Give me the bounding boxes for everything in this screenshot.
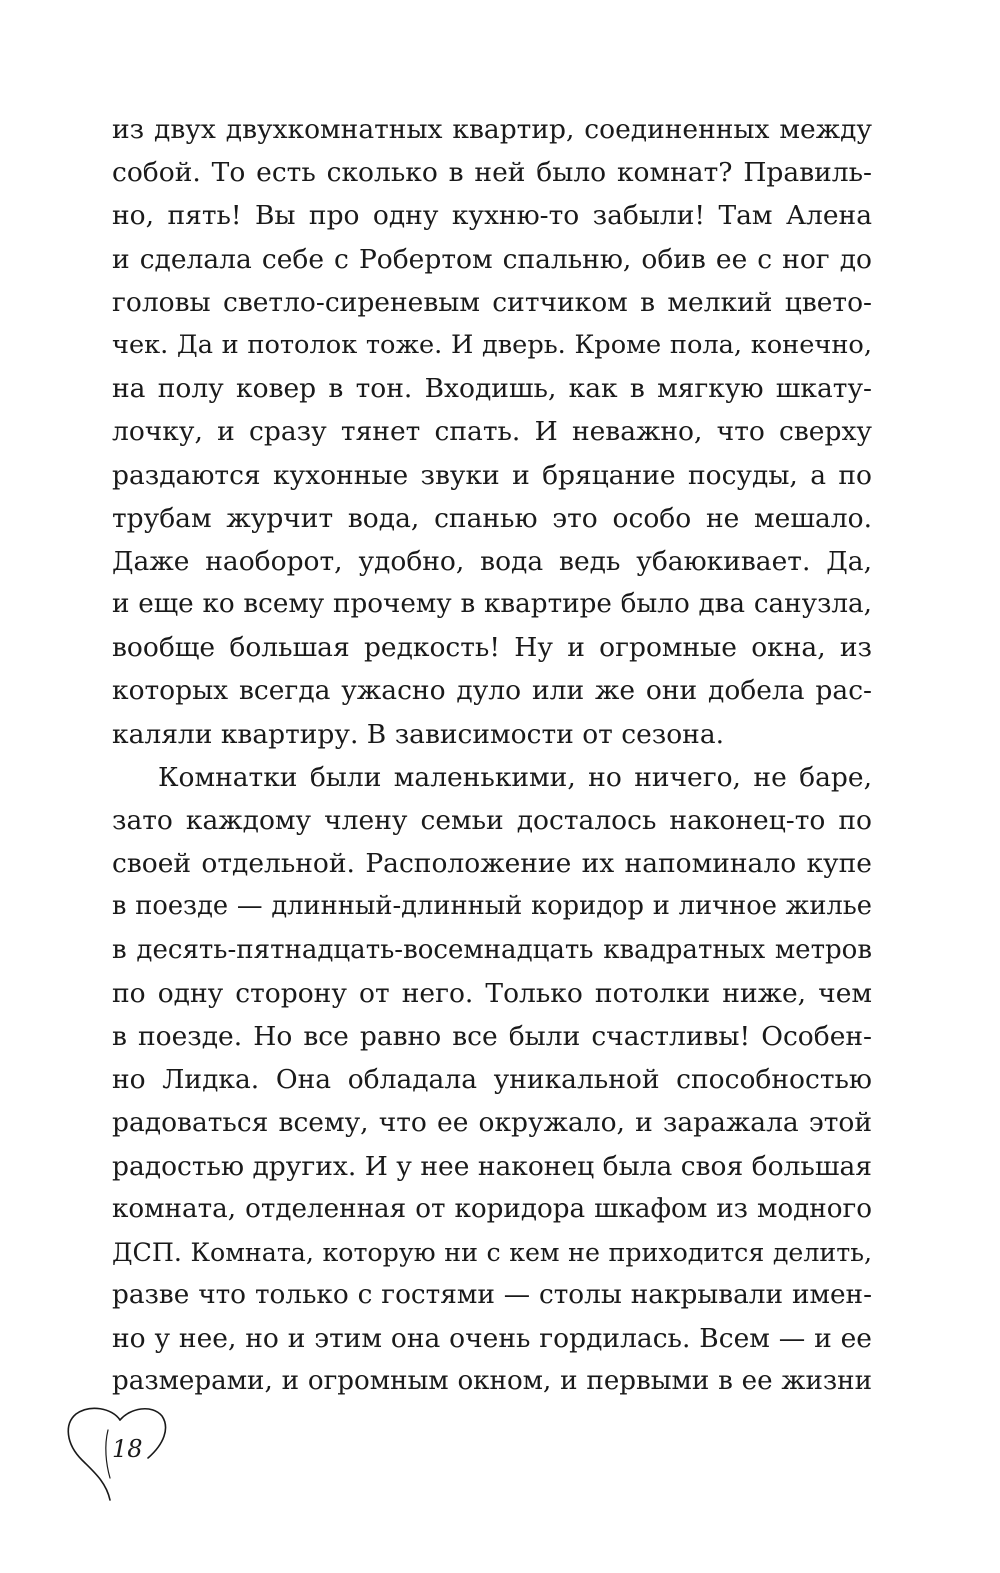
body-text xyxy=(112,108,872,1404)
text-line: на полу ковер в тон. Входишь, как в мягкую шкату- xyxy=(112,373,872,405)
text-line: Комнатки были маленькими, но ничего, не баре, xyxy=(158,761,872,793)
text-line: но, пять! Вы про одну кухню-то забыли! Там Алена xyxy=(112,200,872,232)
text-line: разве что только с гостями — столы накрывали имен- xyxy=(112,1280,872,1311)
text-line: и еще ко всему прочему в квартире было два санузла, xyxy=(112,589,872,620)
text-line: в десять-пятнадцать-восемнадцать квадратных метров xyxy=(112,934,872,965)
text-line: раздаются кухонные звуки и бряцание посуды, а по xyxy=(112,459,872,491)
text-line: по одну сторону от него. Только потолки ниже, чем xyxy=(112,977,872,1009)
page-number: 18 xyxy=(112,1435,143,1463)
text-line: размерами, и огромным окном, и первыми в ее жизни xyxy=(112,1366,872,1397)
text-line: в поезде. Но все равно все были счастливы! Особен- xyxy=(112,1020,872,1052)
text-line: каляли квартиру. В зависимости от сезона. xyxy=(112,718,725,750)
text-line: комната, отделенная от коридора шкафом из модного xyxy=(112,1193,872,1224)
text-line: головы светло-сиреневым ситчиком в мелкий цвето- xyxy=(112,286,872,318)
text-line: своей отдельной. Расположение их напоминало купе xyxy=(112,848,872,880)
text-line: чек. Да и потолок тоже. И дверь. Кроме пола, конечно, xyxy=(112,329,872,360)
text-line: собой. То есть сколько в ней было комнат? Правиль- xyxy=(112,157,872,189)
text-line: Даже наоборот, удобно, вода ведь убаюкивает. Да, xyxy=(112,545,872,577)
text-line: но Лидка. Она обладала уникальной способностью xyxy=(112,1064,872,1096)
text-line: радостью других. И у нее наконец была своя большая xyxy=(112,1150,872,1182)
text-line: из двух двухкомнатных квартир, соединенных между xyxy=(112,114,872,145)
text-line: и сделала себе с Робертом спальню, обив ее с ног до xyxy=(112,243,872,275)
text-line: зато каждому члену семьи досталось наконец-то по xyxy=(112,805,872,836)
text-line: в поезде — длинный-длинный коридор и личное жилье xyxy=(112,891,872,922)
text-line: трубам журчит вода, спанью это особо не мешало. xyxy=(112,502,872,534)
text-line: лочку, и сразу тянет спать. И неважно, что сверху xyxy=(112,416,872,448)
text-line: радоваться всему, что ее окружало, и заражала этой xyxy=(112,1107,872,1139)
text-line: которых всегда ужасно дуло или же они добела рас- xyxy=(112,675,872,707)
text-line: ДСП. Комната, которую ни с кем не приходится делить, xyxy=(112,1237,872,1267)
text-line: но у нее, но и этим она очень гордилась. Всем — и ее xyxy=(112,1323,872,1355)
text-line: вообще большая редкость! Ну и огромные окна, из xyxy=(112,632,872,664)
